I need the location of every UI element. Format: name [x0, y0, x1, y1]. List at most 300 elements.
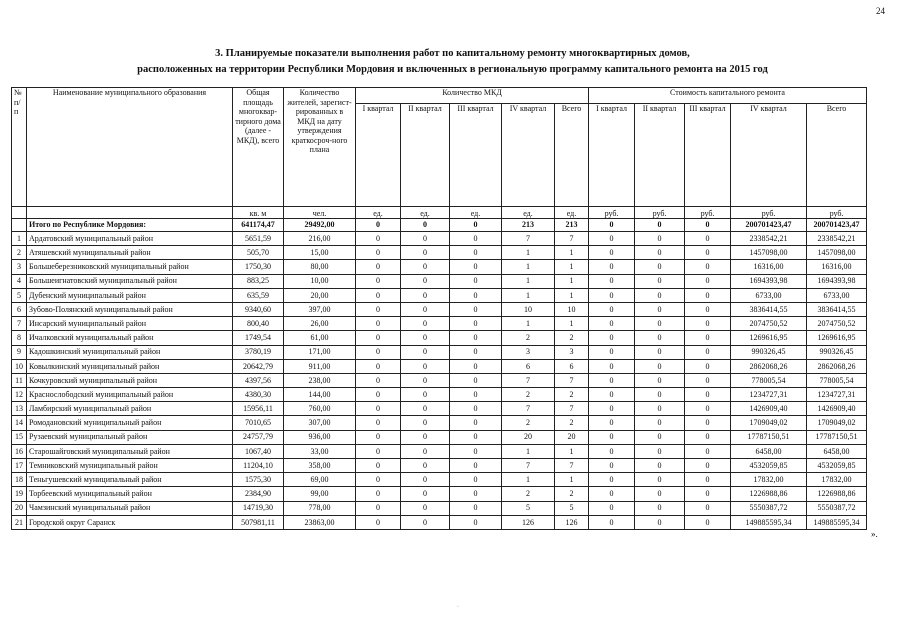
row-value: 7	[502, 373, 555, 387]
row-value: 2074750,52	[807, 317, 867, 331]
row-value: 2338542,21	[807, 232, 867, 246]
row-value: 0	[685, 345, 731, 359]
row-name: Ардатовский муниципальный район	[27, 232, 233, 246]
header-num: № п/п	[12, 88, 27, 207]
row-value: 0	[356, 388, 401, 402]
row-value: 0	[589, 331, 635, 345]
row-value: 2384,90	[233, 487, 284, 501]
row-number: 4	[12, 274, 27, 288]
table-row	[12, 388, 867, 402]
row-value: 0	[450, 487, 502, 501]
row-value: 24757,79	[233, 430, 284, 444]
row-value: 0	[450, 373, 502, 387]
row-value: 16316,00	[807, 260, 867, 274]
row-value: 2	[502, 388, 555, 402]
total-cell: 200701423,47	[807, 219, 867, 232]
table-row	[12, 473, 867, 487]
row-value: 0	[356, 473, 401, 487]
row-value: 5651,59	[233, 232, 284, 246]
row-value: 0	[635, 388, 685, 402]
row-value: 23863,00	[284, 515, 356, 529]
row-value: 1709049,02	[731, 416, 807, 430]
row-value: 936,00	[284, 430, 356, 444]
header-quarter: III квартал	[685, 104, 731, 207]
table-row	[12, 232, 867, 246]
row-value: 0	[635, 331, 685, 345]
row-value: 6	[502, 359, 555, 373]
row-value: 1234727,31	[807, 388, 867, 402]
total-cell: 0	[635, 219, 685, 232]
row-value: 0	[450, 402, 502, 416]
total-cell: 200701423,47	[731, 219, 807, 232]
row-value: 0	[589, 444, 635, 458]
row-value: 0	[635, 260, 685, 274]
row-value: 144,00	[284, 388, 356, 402]
row-value: 2	[555, 331, 589, 345]
header-mkd-count: Количество МКД	[356, 88, 589, 104]
unit-cell: ед.	[401, 207, 450, 219]
row-value: 126	[502, 515, 555, 529]
row-number: 21	[12, 515, 27, 529]
row-value: 0	[589, 430, 635, 444]
row-value: 3	[555, 345, 589, 359]
row-value: 10	[502, 302, 555, 316]
row-value: 0	[635, 345, 685, 359]
table-row	[12, 444, 867, 458]
row-name: Инсарский муниципальный район	[27, 317, 233, 331]
row-value: 0	[401, 402, 450, 416]
row-value: 9340,60	[233, 302, 284, 316]
row-value: 1	[502, 246, 555, 260]
row-value: 2	[502, 331, 555, 345]
table-row	[12, 317, 867, 331]
row-value: 3780,19	[233, 345, 284, 359]
row-value: 1426909,40	[731, 402, 807, 416]
header-quarter: I квартал	[589, 104, 635, 207]
row-value: 7010,65	[233, 416, 284, 430]
row-value: 1	[502, 274, 555, 288]
unit-cell: ед.	[555, 207, 589, 219]
table-row	[12, 487, 867, 501]
row-value: 0	[635, 288, 685, 302]
row-value: 80,00	[284, 260, 356, 274]
row-name: Краснослободский муниципальный район	[27, 388, 233, 402]
total-label: Итого по Республике Мордовия:	[27, 219, 233, 232]
total-cell: 0	[589, 219, 635, 232]
title-line-1: 3. Планируемые показатели выполнения работ по капитальному ремонту многоквартирных домов,	[215, 48, 690, 59]
row-number: 10	[12, 359, 27, 373]
header-quarter: IV квартал	[502, 104, 555, 207]
row-value: 0	[635, 473, 685, 487]
row-value: 216,00	[284, 232, 356, 246]
row-value: 778005,54	[731, 373, 807, 387]
row-name: Городской округ Саранск	[27, 515, 233, 529]
row-value: 0	[450, 302, 502, 316]
row-value: 0	[450, 331, 502, 345]
header-quarter: II квартал	[401, 104, 450, 207]
row-value: 1709049,02	[807, 416, 867, 430]
row-value: 0	[356, 345, 401, 359]
row-number: 12	[12, 388, 27, 402]
row-value: 1	[502, 444, 555, 458]
total-cell: 213	[555, 219, 589, 232]
row-value: 0	[401, 501, 450, 515]
unit-cell: руб.	[731, 207, 807, 219]
row-value: 0	[401, 232, 450, 246]
row-value: 0	[635, 317, 685, 331]
row-value: 0	[589, 302, 635, 316]
row-value: 0	[401, 373, 450, 387]
row-name: Торбеевский муниципальный район	[27, 487, 233, 501]
row-name: Атяшевский муниципальный район	[27, 246, 233, 260]
unit-cell: руб.	[589, 207, 635, 219]
row-value: 33,00	[284, 444, 356, 458]
header-quarter: IV квартал	[731, 104, 807, 207]
row-name: Кадошкинский муниципальный район	[27, 345, 233, 359]
row-value: 0	[685, 232, 731, 246]
row-value: 507981,11	[233, 515, 284, 529]
row-number: 14	[12, 416, 27, 430]
page-number: 24	[876, 6, 885, 16]
row-value: 0	[401, 345, 450, 359]
district-rows	[12, 232, 867, 530]
row-value: 5	[555, 501, 589, 515]
row-value: 1	[555, 274, 589, 288]
row-number: 1	[12, 232, 27, 246]
closing-mark: ».	[871, 529, 878, 539]
row-value: 149885595,34	[807, 515, 867, 529]
row-value: 0	[356, 459, 401, 473]
row-value: 7	[555, 459, 589, 473]
row-value: 0	[685, 260, 731, 274]
row-value: 1749,54	[233, 331, 284, 345]
row-value: 2	[555, 416, 589, 430]
total-cell: 0	[450, 219, 502, 232]
row-value: 4380,30	[233, 388, 284, 402]
total-cell: 0	[401, 219, 450, 232]
row-value: 6	[555, 359, 589, 373]
total-cell: 29492,00	[284, 219, 356, 232]
row-number: 17	[12, 459, 27, 473]
row-value: 2074750,52	[731, 317, 807, 331]
row-name: Темниковский муниципальный район	[27, 459, 233, 473]
row-name: Ичалковский муниципальный район	[27, 331, 233, 345]
row-value: 0	[450, 501, 502, 515]
row-value: 0	[589, 317, 635, 331]
row-value: 1	[555, 317, 589, 331]
row-value: 0	[685, 331, 731, 345]
row-value: 0	[589, 373, 635, 387]
row-value: 0	[589, 246, 635, 260]
row-value: 0	[450, 459, 502, 473]
row-value: 15,00	[284, 246, 356, 260]
row-value: 0	[589, 359, 635, 373]
row-value: 238,00	[284, 373, 356, 387]
row-value: 0	[450, 515, 502, 529]
row-value: 4532059,85	[807, 459, 867, 473]
row-value: 0	[356, 246, 401, 260]
row-value: 0	[685, 459, 731, 473]
row-name: Ламбирский муниципальный район	[27, 402, 233, 416]
row-value: 0	[401, 416, 450, 430]
table-row	[12, 359, 867, 373]
header-residents: Количество жителей, зарегист-рированных в МКД на дату утверждения краткосроч-ного плана	[284, 88, 356, 207]
table-row	[12, 345, 867, 359]
row-value: 6458,00	[731, 444, 807, 458]
unit-cell: руб.	[635, 207, 685, 219]
row-value: 0	[450, 388, 502, 402]
unit-cell: ед.	[450, 207, 502, 219]
row-value: 0	[635, 501, 685, 515]
row-value: 0	[589, 515, 635, 529]
table-row	[12, 331, 867, 345]
row-number: 6	[12, 302, 27, 316]
row-value: 0	[685, 373, 731, 387]
row-value: 0	[635, 246, 685, 260]
table-row	[12, 288, 867, 302]
row-value: 0	[589, 345, 635, 359]
row-name: Большеигнатовский муниципальный район	[27, 274, 233, 288]
row-value: 0	[589, 274, 635, 288]
row-value: 0	[450, 274, 502, 288]
row-value: 0	[450, 345, 502, 359]
table-row	[12, 246, 867, 260]
row-value: 0	[635, 416, 685, 430]
row-value: 0	[356, 515, 401, 529]
row-value: 778005,54	[807, 373, 867, 387]
row-value: 0	[356, 402, 401, 416]
row-value: 0	[589, 487, 635, 501]
row-number: 20	[12, 501, 27, 515]
row-value: 1	[555, 246, 589, 260]
row-value: 17832,00	[807, 473, 867, 487]
row-value: 0	[635, 487, 685, 501]
row-value: 6733,00	[807, 288, 867, 302]
row-value: 17832,00	[731, 473, 807, 487]
row-value: 2862068,26	[731, 359, 807, 373]
row-value: 0	[450, 473, 502, 487]
row-value: 0	[401, 246, 450, 260]
row-value: 0	[685, 246, 731, 260]
row-value: 4397,56	[233, 373, 284, 387]
row-name: Чамзинский муниципальный район	[27, 501, 233, 515]
row-value: 1	[502, 473, 555, 487]
table-row	[12, 373, 867, 387]
header-quarter: II квартал	[635, 104, 685, 207]
row-number: 18	[12, 473, 27, 487]
row-value: 0	[401, 288, 450, 302]
header-quarter: III квартал	[450, 104, 502, 207]
row-value: 760,00	[284, 402, 356, 416]
row-value: 6458,00	[807, 444, 867, 458]
row-number: 5	[12, 288, 27, 302]
row-value: 0	[589, 473, 635, 487]
row-number: 7	[12, 317, 27, 331]
row-value: 61,00	[284, 331, 356, 345]
row-value: 0	[356, 487, 401, 501]
table-row	[12, 515, 867, 529]
row-value: 20642,79	[233, 359, 284, 373]
row-value: 0	[401, 430, 450, 444]
row-value: 0	[401, 331, 450, 345]
row-value: 3836414,55	[807, 302, 867, 316]
table-row	[12, 430, 867, 444]
row-value: 0	[635, 274, 685, 288]
unit-cell: чел.	[284, 207, 356, 219]
row-value: 0	[450, 288, 502, 302]
row-value: 149885595,34	[731, 515, 807, 529]
row-value: 0	[685, 515, 731, 529]
row-value: 171,00	[284, 345, 356, 359]
table-row	[12, 260, 867, 274]
header-total: Всего	[555, 104, 589, 207]
row-value: 0	[685, 501, 731, 515]
row-value: 0	[356, 232, 401, 246]
row-value: 0	[450, 246, 502, 260]
row-value: 0	[401, 487, 450, 501]
row-value: 1	[555, 288, 589, 302]
row-name: Рузаевский муниципальный район	[27, 430, 233, 444]
row-name: Дубенский муниципальный район	[27, 288, 233, 302]
total-row	[12, 219, 867, 232]
row-value: 0	[356, 430, 401, 444]
row-value: 0	[685, 402, 731, 416]
row-value: 2338542,21	[731, 232, 807, 246]
header-cost: Стоимость капитального ремонта	[589, 88, 867, 104]
row-value: 0	[635, 444, 685, 458]
row-value: 0	[401, 359, 450, 373]
row-value: 0	[685, 274, 731, 288]
row-value: 1457098,00	[807, 246, 867, 260]
row-value: 883,25	[233, 274, 284, 288]
header-area: Общая площадь многоквар-тирного дома (далее - МКД), всего	[233, 88, 284, 207]
row-value: 0	[589, 260, 635, 274]
row-value: 10,00	[284, 274, 356, 288]
row-value: 0	[356, 288, 401, 302]
row-value: 16316,00	[731, 260, 807, 274]
row-value: 0	[401, 260, 450, 274]
row-value: 15956,11	[233, 402, 284, 416]
row-value: 2	[555, 388, 589, 402]
row-value: 5550387,72	[807, 501, 867, 515]
row-value: 778,00	[284, 501, 356, 515]
row-value: 1	[555, 260, 589, 274]
row-value: 1575,30	[233, 473, 284, 487]
row-value: 7	[555, 373, 589, 387]
header-total: Всего	[807, 104, 867, 207]
row-value: 3	[502, 345, 555, 359]
row-name: Кочкуровский муниципальный район	[27, 373, 233, 387]
row-number: 3	[12, 260, 27, 274]
row-value: 1	[502, 288, 555, 302]
row-number: 19	[12, 487, 27, 501]
row-value: 1	[555, 473, 589, 487]
row-value: 397,00	[284, 302, 356, 316]
row-value: 800,40	[233, 317, 284, 331]
row-value: 1234727,31	[731, 388, 807, 402]
row-number: 11	[12, 373, 27, 387]
row-value: 69,00	[284, 473, 356, 487]
row-value: 1067,40	[233, 444, 284, 458]
row-value: 0	[635, 430, 685, 444]
row-value: 17787150,51	[807, 430, 867, 444]
unit-cell: кв. м	[233, 207, 284, 219]
row-value: 0	[356, 274, 401, 288]
row-number: 13	[12, 402, 27, 416]
row-value: 0	[356, 359, 401, 373]
row-value: 990326,45	[731, 345, 807, 359]
row-value: 7	[555, 232, 589, 246]
row-value: 0	[685, 288, 731, 302]
row-value: 0	[685, 416, 731, 430]
row-value: 1	[555, 444, 589, 458]
row-value: 17787150,51	[731, 430, 807, 444]
row-value: 2	[502, 416, 555, 430]
page-title	[0, 46, 905, 78]
row-value: 0	[401, 515, 450, 529]
row-number: 16	[12, 444, 27, 458]
row-value: 2862068,26	[807, 359, 867, 373]
row-value: 990326,45	[807, 345, 867, 359]
row-value: 0	[685, 388, 731, 402]
row-name: Ромодановский муниципальный район	[27, 416, 233, 430]
row-value: 0	[356, 331, 401, 345]
row-value: 3836414,55	[731, 302, 807, 316]
total-cell: 0	[356, 219, 401, 232]
row-value: 0	[635, 232, 685, 246]
row-value: 0	[401, 274, 450, 288]
row-value: 0	[450, 430, 502, 444]
row-value: 2	[555, 487, 589, 501]
row-value: 1226988,86	[807, 487, 867, 501]
row-name: Старошайговский муниципальный район	[27, 444, 233, 458]
row-value: 0	[450, 416, 502, 430]
row-value: 0	[401, 317, 450, 331]
row-value: 1269616,95	[731, 331, 807, 345]
row-value: 1750,30	[233, 260, 284, 274]
row-value: 0	[450, 232, 502, 246]
row-number: 2	[12, 246, 27, 260]
row-value: 0	[450, 317, 502, 331]
row-value: 0	[589, 459, 635, 473]
row-value: 358,00	[284, 459, 356, 473]
row-value: 307,00	[284, 416, 356, 430]
row-number: 15	[12, 430, 27, 444]
row-value: 0	[635, 373, 685, 387]
row-value: 5	[502, 501, 555, 515]
row-value: 0	[685, 302, 731, 316]
row-value: 6733,00	[731, 288, 807, 302]
row-value: 26,00	[284, 317, 356, 331]
row-value: 0	[356, 260, 401, 274]
table-row	[12, 274, 867, 288]
row-value: 126	[555, 515, 589, 529]
row-value: 911,00	[284, 359, 356, 373]
total-cell: 0	[685, 219, 731, 232]
unit-cell: ед.	[502, 207, 555, 219]
row-value: 10	[555, 302, 589, 316]
row-value: 0	[356, 302, 401, 316]
row-value: 1226988,86	[731, 487, 807, 501]
row-value: 2	[502, 487, 555, 501]
scan-dot: ·	[457, 604, 459, 610]
unit-cell: руб.	[685, 207, 731, 219]
row-value: 0	[635, 515, 685, 529]
row-value: 5550387,72	[731, 501, 807, 515]
row-value: 0	[356, 373, 401, 387]
row-value: 0	[356, 317, 401, 331]
row-name: Зубово-Полянский муниципальный район	[27, 302, 233, 316]
